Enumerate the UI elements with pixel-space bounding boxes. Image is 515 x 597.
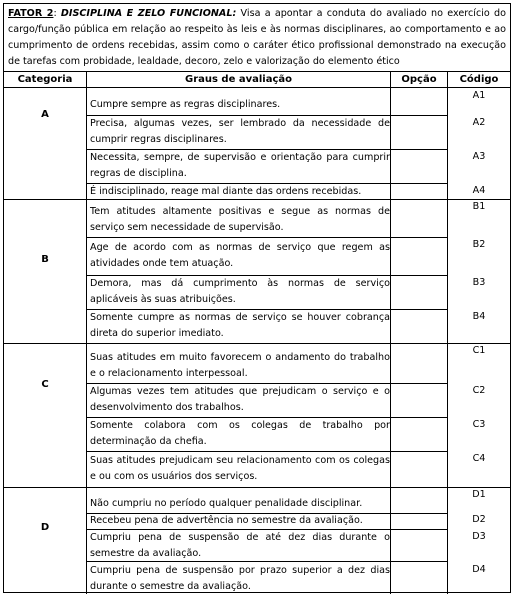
header-graus: Graus de avaliação xyxy=(87,72,390,88)
grade-c2-text: Algumas vezes tem atitudes que prejudicam o serviço e o desenvolvimento dos trabalhos. xyxy=(90,386,390,413)
header-categoria: Categoria xyxy=(4,72,86,88)
grade-a1-code: A1 xyxy=(472,90,486,101)
grade-b4-code: B4 xyxy=(472,311,486,322)
grade-b2-text: Age de acordo com as normas de serviço que regem as atividades onde tem atuação. xyxy=(90,242,390,269)
category-d: D xyxy=(40,522,50,533)
grade-d3-code: D3 xyxy=(472,531,486,542)
grade-b1-code: B1 xyxy=(472,201,486,212)
grade-a4-text: É indisciplinado, reage mal diante das ordens recebidas. xyxy=(90,186,362,197)
factor-title: DISCIPLINA E ZELO FUNCIONAL: xyxy=(60,8,237,19)
grade-c1-code: C1 xyxy=(472,345,486,356)
grade-b3-text: Demora, mas dá cumprimento às normas de serviço aplicáveis às suas atribuições. xyxy=(90,278,390,305)
grade-b2-code: B2 xyxy=(472,239,486,250)
grade-a1-text: Cumpre sempre as regras disciplinares. xyxy=(90,99,281,110)
grade-a3-code: A3 xyxy=(472,151,486,162)
column-divider xyxy=(390,72,391,594)
grade-d2-code: D2 xyxy=(472,514,486,525)
grade-c4-text: Suas atitudes prejudicam seu relacionamento com os colegas e ou com os usuários dos serviços. xyxy=(90,455,390,482)
grade-c3-code: C3 xyxy=(472,419,486,430)
factor-label: FATOR 2 xyxy=(8,8,54,19)
grade-d1-text: Não cumpriu no período qualquer penalidade disciplinar. xyxy=(90,498,363,509)
grade-b4-text: Somente cumpre as normas de serviço se houver cobrança direta do superior imediato. xyxy=(90,312,390,339)
grade-c4-code: C4 xyxy=(472,453,486,464)
category-c: C xyxy=(41,379,49,390)
column-divider xyxy=(86,72,87,594)
group-divider xyxy=(4,343,510,344)
category-b: B xyxy=(41,254,49,265)
grade-a2-code: A2 xyxy=(472,117,486,128)
header-codigo: Código xyxy=(448,72,510,88)
factor-intro: FATOR 2: DISCIPLINA E ZELO FUNCIONAL: Visa a apontar a conduta do avaliado no exercício do cargo/função pública em relação ao respeito às leis e às normas disciplinares, ao comportamento e ao cumprimento de ordens recebidas, assim como o caráter ético profissional demonstrado na execução de tarefas com probidade, lealdade, decoro, zelo e valorização do elemento ético xyxy=(4,4,510,72)
grade-c1-text: Suas atitudes em muito favorecem o andamento do trabalho e o relacionamento interpessoal. xyxy=(90,352,390,379)
grade-d3-text: Cumpriu pena de suspensão de até dez dias durante o semestre da avaliação. xyxy=(90,532,390,559)
evaluation-form xyxy=(3,3,511,593)
grade-d2-text: Recebeu pena de advertência no semestre da avaliação. xyxy=(90,515,363,526)
grade-a4-code: A4 xyxy=(472,185,486,196)
row-divider xyxy=(86,237,448,238)
header-opcao: Opção xyxy=(391,72,447,88)
grade-d1-code: D1 xyxy=(472,489,486,500)
factor-description: Visa a apontar a conduta do avaliado no exercício do cargo/função pública em relação ao respeito às leis e às normas disciplinares, ao comportamento e ao cumprimento de ordens recebidas, assim como o caráter ético profissional demonstrado na execução de tarefas com probidade, lealdade, decoro, zelo e valorização do elemento ético xyxy=(8,8,506,67)
grade-d4-code: D4 xyxy=(472,564,486,575)
grade-c2-code: C2 xyxy=(472,385,486,396)
grade-c3-text: Somente colabora com os colegas de trabalho por determinação da chefia. xyxy=(90,420,390,447)
grade-b1-text: Tem atitudes altamente positivas e segue as normas de serviço sem necessidade de supervisão. xyxy=(90,206,390,233)
grade-b3-code: B3 xyxy=(472,277,486,288)
grade-a3-text: Necessita, sempre, de supervisão e orientação para cumprir regras de disciplina. xyxy=(90,152,390,179)
grade-a2-text: Precisa, algumas vezes, ser lembrado da necessidade de cumprir regras disciplinares. xyxy=(90,118,390,145)
group-divider xyxy=(4,487,510,488)
row-divider xyxy=(86,451,448,452)
category-a: A xyxy=(41,109,49,120)
grade-d4-text: Cumpriu pena de suspensão por prazo superior a dez dias durante o semestre da avaliação. xyxy=(90,565,390,592)
